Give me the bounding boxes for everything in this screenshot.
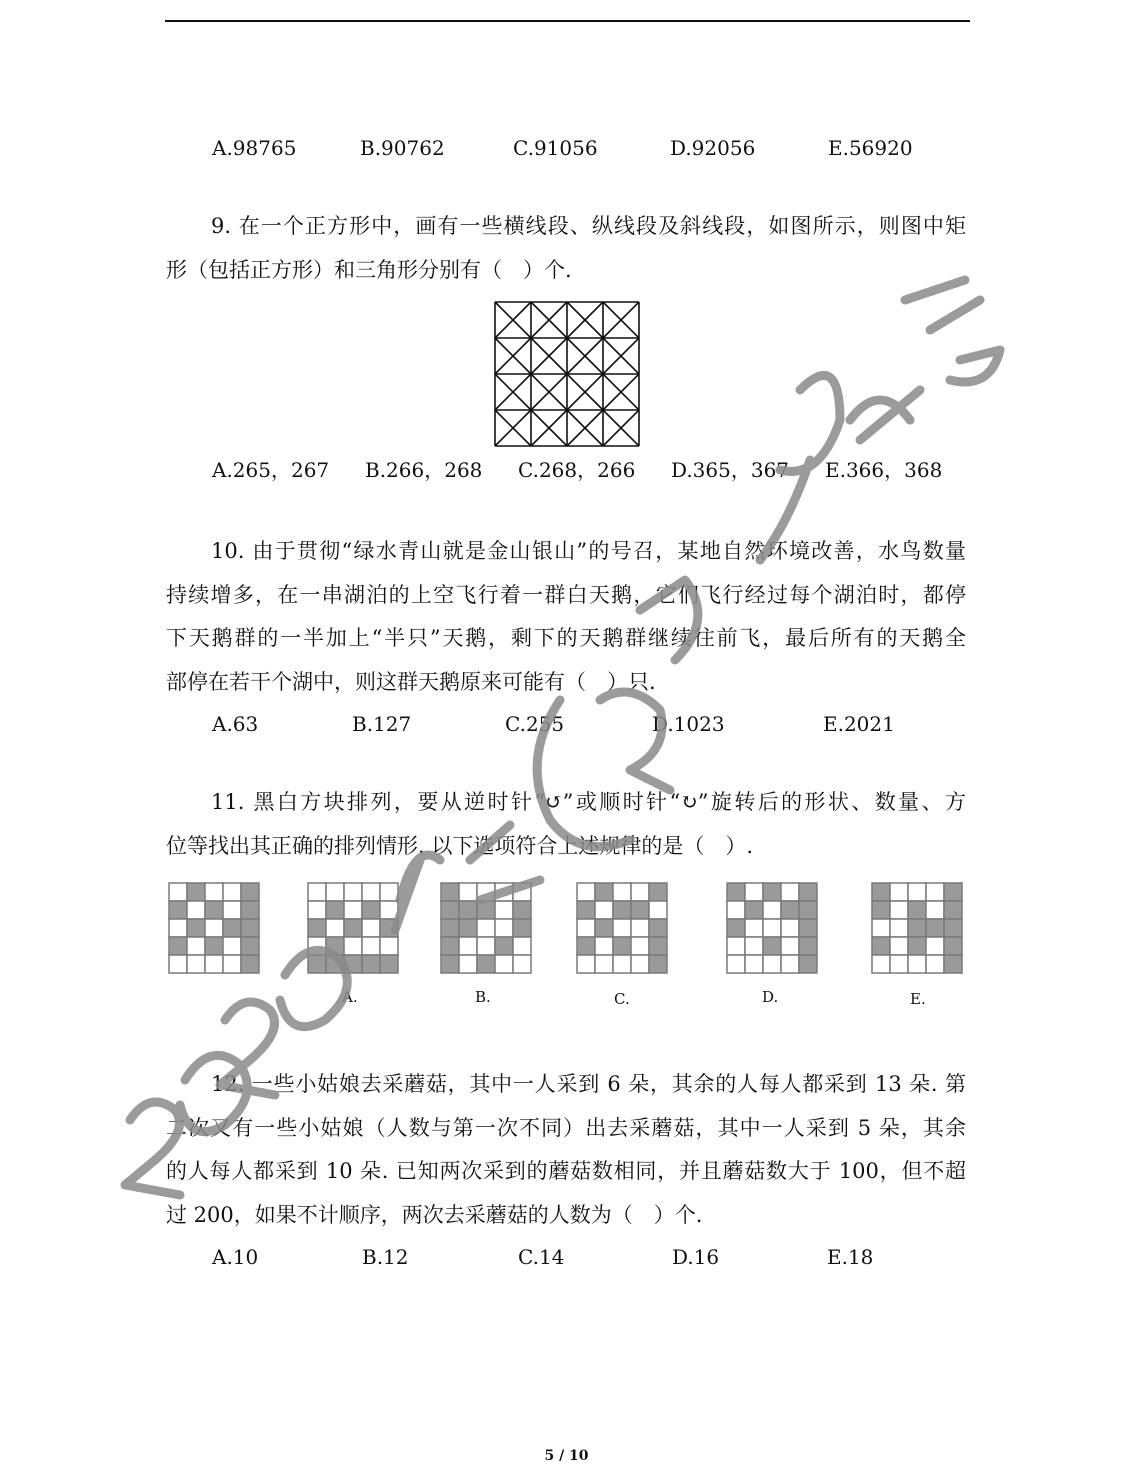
white-cell [631, 883, 649, 901]
gray-cell [781, 901, 799, 919]
q11-label-d: D. [762, 988, 779, 1006]
gray-cell [344, 919, 362, 937]
white-cell [344, 937, 362, 955]
gray-cell [169, 901, 187, 919]
gray-cell [872, 883, 890, 901]
white-cell [326, 883, 344, 901]
white-cell [513, 937, 531, 955]
gray-cell [362, 901, 380, 919]
q10-option-c: C.255 [505, 712, 565, 736]
white-cell [727, 955, 745, 973]
gray-cell [308, 955, 326, 973]
q10-question [166, 530, 966, 704]
white-cell [495, 901, 513, 919]
white-cell [187, 937, 205, 955]
white-cell [459, 955, 477, 973]
white-cell [477, 937, 495, 955]
white-cell [727, 901, 745, 919]
white-cell [631, 955, 649, 973]
gray-cell [241, 883, 259, 901]
white-cell [890, 955, 908, 973]
white-cell [781, 883, 799, 901]
gray-cell [513, 919, 531, 937]
white-cell [459, 883, 477, 901]
gray-cell [187, 919, 205, 937]
white-cell [595, 937, 613, 955]
gray-cell [495, 937, 513, 955]
q11-label-a: A. [342, 988, 358, 1006]
gray-cell [613, 901, 631, 919]
white-cell [326, 919, 344, 937]
gray-cell [872, 937, 890, 955]
white-cell [477, 919, 495, 937]
white-cell [344, 901, 362, 919]
q9-option-e: E.366，368 [825, 458, 943, 482]
gray-cell [944, 937, 962, 955]
white-cell [908, 955, 926, 973]
gray-cell [459, 901, 477, 919]
gray-cell [380, 919, 398, 937]
gray-cell [577, 901, 595, 919]
white-cell [205, 955, 223, 973]
white-cell [926, 901, 944, 919]
q10-options [0, 712, 1133, 736]
white-cell [926, 883, 944, 901]
gray-cell [944, 955, 962, 973]
white-cell [763, 955, 781, 973]
gray-cell [441, 883, 459, 901]
q11-grid-option-b [440, 882, 532, 974]
white-cell [649, 901, 667, 919]
gray-cell [380, 955, 398, 973]
gray-cell [763, 937, 781, 955]
gray-cell [763, 883, 781, 901]
q8-option-c: C.91056 [513, 136, 598, 160]
white-cell [577, 919, 595, 937]
q12-option-e: E.18 [827, 1245, 874, 1269]
q10-option-b: B.127 [352, 712, 412, 736]
gray-cell [241, 937, 259, 955]
white-cell [513, 883, 531, 901]
q11-grid-option-e [871, 882, 963, 974]
gray-cell [595, 883, 613, 901]
white-cell [763, 919, 781, 937]
page-number: 5 / 10 [544, 1448, 589, 1464]
white-cell [308, 883, 326, 901]
q12-option-c: C.14 [518, 1245, 565, 1269]
white-cell [890, 883, 908, 901]
white-cell [495, 955, 513, 973]
white-cell [187, 955, 205, 973]
white-cell [513, 955, 531, 973]
white-cell [745, 937, 763, 955]
white-cell [205, 883, 223, 901]
gray-cell [477, 901, 495, 919]
white-cell [223, 937, 241, 955]
q11-grid-option-d [726, 882, 818, 974]
q12-line-2: 二次又有一些小姑娘（人数与第一次不同）出去采蘑菇，其中一人采到 5 朵，其余 [166, 1115, 966, 1140]
gray-cell [649, 937, 667, 955]
white-cell [631, 919, 649, 937]
gray-cell [799, 937, 817, 955]
gray-cell [799, 919, 817, 937]
white-cell [459, 937, 477, 955]
q11-label-b: B. [475, 988, 491, 1006]
q11-label-c: C. [614, 990, 630, 1008]
white-cell [577, 883, 595, 901]
white-cell [495, 883, 513, 901]
gray-cell [649, 955, 667, 973]
white-cell [727, 937, 745, 955]
q11-line-2: 位等找出其正确的排列情形. 以下选项符合上述规律的是（ ）. [166, 833, 754, 858]
q12-option-b: B.12 [362, 1245, 409, 1269]
white-cell [872, 955, 890, 973]
white-cell [362, 883, 380, 901]
gray-cell [799, 955, 817, 973]
white-cell [613, 955, 631, 973]
white-cell [908, 883, 926, 901]
white-cell [380, 901, 398, 919]
gray-cell [441, 901, 459, 919]
white-cell [781, 937, 799, 955]
gray-cell [477, 955, 495, 973]
gray-cell [908, 937, 926, 955]
q9-option-d: D.365，367 [671, 458, 790, 482]
gray-cell [649, 919, 667, 937]
q8-option-e: E.56920 [828, 136, 913, 160]
gray-cell [308, 919, 326, 937]
gray-cell [613, 937, 631, 955]
white-cell [613, 883, 631, 901]
gray-cell [326, 901, 344, 919]
gray-cell [459, 919, 477, 937]
gray-cell [441, 937, 459, 955]
gray-cell [944, 919, 962, 937]
gray-cell [169, 937, 187, 955]
white-cell [362, 937, 380, 955]
q10-option-a: A.63 [212, 712, 259, 736]
white-cell [613, 919, 631, 937]
white-cell [362, 919, 380, 937]
q12-line-1: 12. 一些小姑娘去采蘑菇，其中一人采到 6 朵，其余的人每人都采到 13 朵. 第 [211, 1072, 966, 1096]
q8-option-d: D.92056 [670, 136, 756, 160]
white-cell [223, 901, 241, 919]
white-cell [223, 883, 241, 901]
gray-cell [908, 919, 926, 937]
q9-line-1: 9. 在一个正方形中，画有一些横线段、纵线段及斜线段，如图所示，则图中矩 [211, 214, 966, 238]
q12-option-d: D.16 [672, 1245, 720, 1269]
gray-cell [187, 883, 205, 901]
gray-cell [799, 883, 817, 901]
gray-cell [799, 901, 817, 919]
q8-options [0, 136, 1133, 160]
gray-cell [241, 901, 259, 919]
gray-cell [944, 901, 962, 919]
q11-label-e: E. [910, 990, 926, 1008]
q12-line-4: 过 200，如果不计顺序，两次去采蘑菇的人数为（ ）个. [166, 1202, 703, 1227]
q9-option-c: C.268，266 [518, 458, 636, 482]
gray-cell [944, 883, 962, 901]
gray-cell [727, 883, 745, 901]
gray-cell [326, 937, 344, 955]
white-cell [763, 901, 781, 919]
q12-question [166, 1063, 966, 1237]
q11-line-1: 11. 黑白方块排列，要从逆时针“↺”或顺时针“↻”旋转后的形状、数量、方 [211, 790, 966, 814]
white-cell [308, 937, 326, 955]
white-cell [926, 937, 944, 955]
gray-cell [908, 901, 926, 919]
gray-cell [441, 955, 459, 973]
white-cell [595, 901, 613, 919]
q10-line-1: 10. 由于贯彻“绿水青山就是金山银山”的号召，某地自然环境改善，水鸟数量 [211, 539, 966, 563]
gray-cell [205, 937, 223, 955]
white-cell [781, 919, 799, 937]
q10-option-d: D.1023 [652, 712, 725, 736]
q12-line-3: 的人每人都采到 10 朵. 已知两次采到的蘑菇数相同，并且蘑菇数大于 100，但不超 [166, 1159, 966, 1183]
gray-cell [441, 919, 459, 937]
gray-cell [513, 901, 531, 919]
q10-line-2: 持续增多，在一串湖泊的上空飞行着一群白天鹅，它们飞行经过每个湖泊时，都停 [166, 582, 966, 607]
gray-cell [223, 919, 241, 937]
white-cell [169, 919, 187, 937]
q8-option-b: B.90762 [360, 136, 445, 160]
white-cell [205, 919, 223, 937]
white-cell [745, 919, 763, 937]
gray-cell [326, 955, 344, 973]
gray-cell [362, 955, 380, 973]
white-cell [745, 955, 763, 973]
q9-option-a: A.265，267 [212, 458, 330, 482]
gray-cell [241, 955, 259, 973]
white-cell [577, 955, 595, 973]
white-cell [169, 955, 187, 973]
white-cell [890, 919, 908, 937]
gray-cell [745, 901, 763, 919]
white-cell [308, 901, 326, 919]
gray-cell [595, 919, 613, 937]
white-cell [872, 919, 890, 937]
header-rule [165, 20, 970, 22]
white-cell [495, 919, 513, 937]
q12-option-a: A.10 [212, 1245, 259, 1269]
q9-option-b: B.266，268 [365, 458, 483, 482]
white-cell [926, 955, 944, 973]
gray-cell [241, 919, 259, 937]
q10-option-e: E.2021 [823, 712, 895, 736]
q9-options [0, 458, 1133, 482]
white-cell [380, 883, 398, 901]
q9-question [166, 205, 966, 292]
q10-line-3: 下天鹅群的一半加上“半只”天鹅，剩下的天鹅群继续往前飞，最后所有的天鹅全 [166, 626, 966, 650]
white-cell [890, 901, 908, 919]
gray-cell [577, 937, 595, 955]
gray-cell [631, 901, 649, 919]
white-cell [781, 955, 799, 973]
q11-grid-original [168, 882, 260, 974]
q12-options [0, 1245, 1133, 1269]
white-cell [477, 883, 495, 901]
white-cell [745, 883, 763, 901]
white-cell [223, 955, 241, 973]
white-cell [169, 883, 187, 901]
q11-grid-option-c [576, 882, 668, 974]
white-cell [631, 937, 649, 955]
gray-cell [727, 919, 745, 937]
gray-cell [649, 883, 667, 901]
gray-cell [344, 955, 362, 973]
q10-line-4: 部停在若干个湖中，则这群天鹅原来可能有（ ）只. [166, 669, 656, 694]
white-cell [380, 937, 398, 955]
q8-option-a: A.98765 [212, 136, 297, 160]
white-cell [344, 883, 362, 901]
gray-cell [926, 919, 944, 937]
q9-line-2: 形（包括正方形）和三角形分别有（ ）个. [166, 257, 572, 282]
white-cell [187, 901, 205, 919]
q9-figure-grid [493, 300, 641, 448]
gray-cell [205, 901, 223, 919]
white-cell [595, 955, 613, 973]
gray-cell [872, 901, 890, 919]
white-cell [890, 937, 908, 955]
q11-grid-option-a [307, 882, 399, 974]
q11-question [166, 781, 966, 868]
